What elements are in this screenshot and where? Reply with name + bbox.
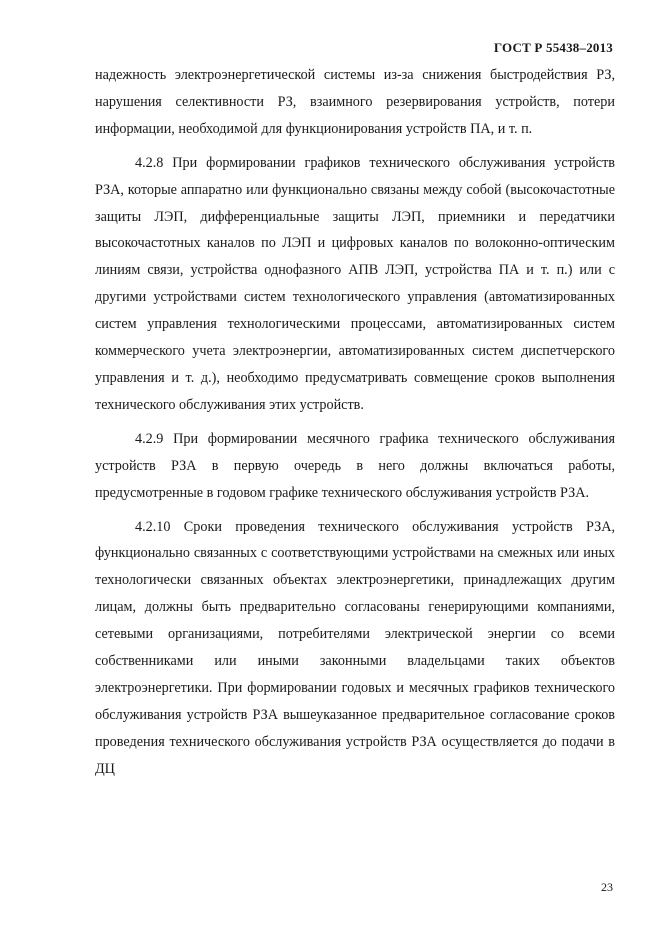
page-number: 23 [601, 880, 613, 894]
paragraph-4-2-8: 4.2.8 При формировании графиков технического обслуживания устройств РЗА, которые аппаратно или функционально связаны между собой (высокочастотные защиты ЛЭП, дифференциальные защиты ЛЭП, приемники и передатчики высокочастотных каналов по ЛЭП и цифровых каналов по волоконно-оптическим линиям связи, устройства однофазного АПВ ЛЭП, устройства ПА и т. п.) или с другими устройствами систем технологического управления (автоматизированных систем управления технологическими процессами, автоматизированных систем коммерческого учета электроэнергии, автоматизированных систем диспетчерского управления и т. д.), необходимо предусматривать совмещение сроков выполнения технического обслуживания этих устройств. [95, 154, 615, 413]
document-header: ГОСТ Р 55438–2013 [493, 40, 613, 55]
paragraph-4-2-9: 4.2.9 При формировании месячного графика технического обслуживания устройств РЗА в первую очередь в него должны включаться работы, предусмотренные в годовом графике технического обслуживания устройств РЗА. [95, 430, 615, 501]
document-body [95, 62, 615, 783]
paragraph-continuation: надежность электроэнергетической системы из-за снижения быстродействия РЗ, нарушения селективности РЗ, взаимного резервирования устройств, потери информации, необходимой для функционирования устройств ПА, и т. п. [95, 67, 615, 137]
paragraph-4-2-10: 4.2.10 Сроки проведения технического обслуживания устройств РЗА, функционально связанных с соответствующими устройствами на смежных или иных технологически связанных объектах электроэнергетики, принадлежащих другим лицам, должны быть предварительно согласованы генерирующими компаниями, сетевыми организациями, потребителями электрической энергии со всеми собственниками или иными законными владельцами таких объектов электроэнергетики. При формировании годовых и месячных графиков технического обслуживания устройств РЗА вышеуказанное предварительное согласование сроков проведения технического обслуживания устройств РЗА осуществляется до подачи в ДЦ [95, 518, 615, 777]
